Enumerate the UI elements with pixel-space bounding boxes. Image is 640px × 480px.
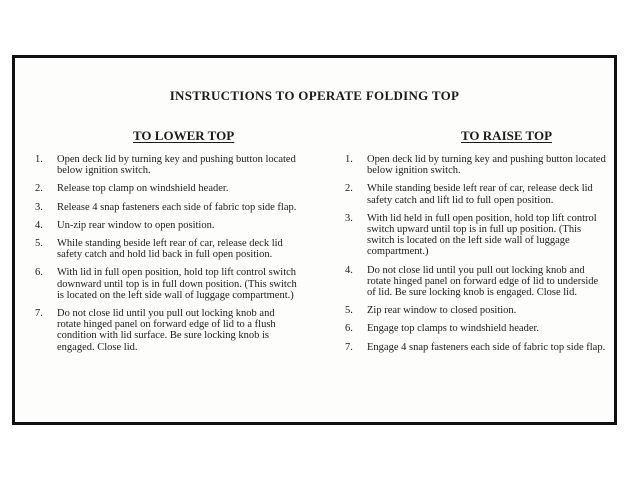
step-number: 7. bbox=[35, 308, 43, 320]
step-text: Release 4 snap fasteners each side of fabric top side flap. bbox=[57, 201, 297, 213]
step-number: 6. bbox=[345, 323, 353, 335]
raise-top-column bbox=[343, 128, 608, 360]
lower-step-2 bbox=[33, 183, 301, 194]
step-number: 2. bbox=[35, 183, 43, 195]
lower-step-7 bbox=[33, 308, 301, 353]
lower-step-3 bbox=[33, 202, 301, 213]
step-number: 4. bbox=[345, 264, 353, 276]
step-text: With lid in full open position, hold top lift control switch downward until top is in full down position. (This switch is located on the left side wall of luggage compartment.) bbox=[57, 267, 297, 301]
step-number: 3. bbox=[35, 201, 43, 213]
step-text: Un-zip rear window to open position. bbox=[57, 219, 215, 231]
raise-step-5 bbox=[343, 305, 608, 316]
raise-step-1 bbox=[343, 154, 608, 176]
step-text: Release top clamp on windshield header. bbox=[57, 183, 229, 195]
raise-step-6 bbox=[343, 323, 608, 334]
raise-step-2 bbox=[343, 183, 608, 205]
raise-step-4 bbox=[343, 265, 608, 299]
raise-step-7 bbox=[343, 342, 608, 353]
lower-top-column bbox=[33, 128, 301, 360]
step-text: Do not close lid until you pull out locking knob and rotate hinged panel on forward edge of lid to underside of lid. Be sure locking knob is engaged. Close lid. bbox=[367, 264, 599, 299]
step-text: While standing beside left rear of car, release deck lid safety catch and hold lid back in full open position. bbox=[57, 238, 283, 261]
instruction-card bbox=[12, 55, 617, 425]
lower-top-steps bbox=[33, 154, 301, 353]
step-number: 1. bbox=[35, 154, 43, 165]
step-number: 7. bbox=[345, 341, 353, 353]
step-text: While standing beside left rear of car, release deck lid safety catch and lift lid to full open position. bbox=[367, 183, 593, 206]
lower-step-4 bbox=[33, 220, 301, 231]
step-number: 6. bbox=[35, 267, 43, 279]
lower-step-6 bbox=[33, 267, 301, 301]
step-number: 5. bbox=[345, 305, 353, 317]
raise-step-3 bbox=[343, 213, 608, 258]
step-text: Do not close lid until you pull out locking knob and rotate hinged panel on forward edge of lid to a flush condition with lid surface. Be sure locking knob is engaged. Close lid. bbox=[57, 308, 276, 353]
step-number: 5. bbox=[35, 238, 43, 250]
step-number: 1. bbox=[345, 154, 353, 165]
lower-step-5 bbox=[33, 238, 301, 260]
document-title: INSTRUCTIONS TO OPERATE FOLDING TOP bbox=[169, 88, 460, 103]
step-number: 2. bbox=[345, 183, 353, 195]
raise-top-heading: TO RAISE TOP bbox=[461, 128, 553, 143]
step-number: 4. bbox=[35, 219, 43, 231]
raise-top-steps bbox=[343, 154, 608, 353]
step-text: Open deck lid by turning key and pushing button located below ignition switch. bbox=[367, 154, 606, 177]
lower-step-1 bbox=[33, 154, 301, 176]
step-text: Open deck lid by turning key and pushing button located below ignition switch. bbox=[57, 154, 296, 177]
step-text: Zip rear window to closed position. bbox=[367, 305, 517, 317]
step-text: Engage top clamps to windshield header. bbox=[367, 323, 540, 335]
lower-top-heading: TO LOWER TOP bbox=[133, 128, 235, 143]
step-text: With lid held in full open position, hold top lift control switch upward until top is in full up position. (This switch is located on the left side wall of luggage compartment.) bbox=[367, 212, 597, 258]
step-number: 3. bbox=[345, 212, 353, 224]
step-text: Engage 4 snap fasteners each side of fabric top side flap. bbox=[367, 341, 606, 353]
